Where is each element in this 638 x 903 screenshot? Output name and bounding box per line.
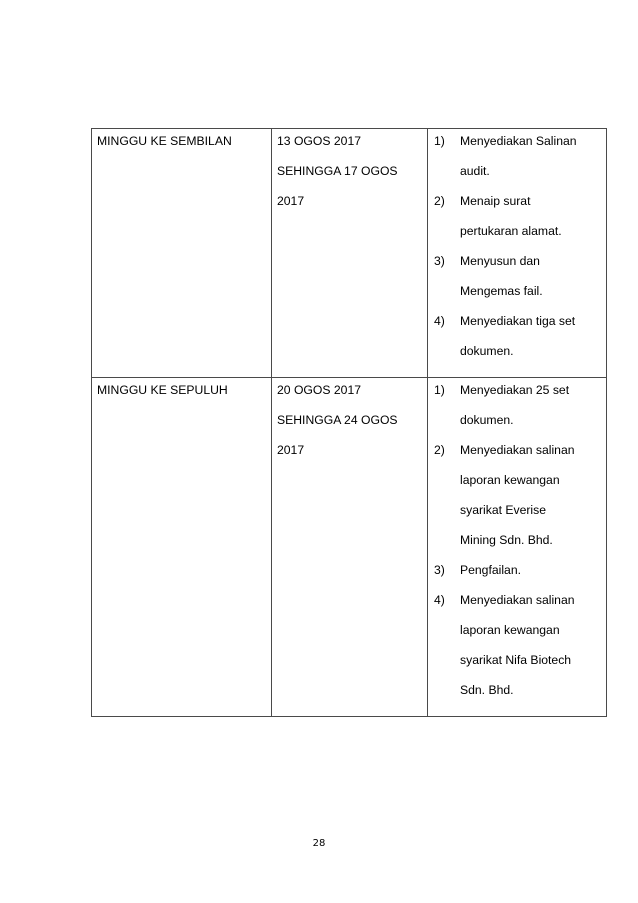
task-item [428, 593, 606, 713]
task-cell [428, 378, 607, 717]
task-line: Pengfailan. [460, 563, 521, 577]
date-range [272, 378, 427, 458]
page-number: 28 [312, 838, 326, 849]
task-line: Mining Sdn. Bhd. [460, 533, 553, 547]
week-label: MINGGU KE SEPULUH [97, 383, 228, 397]
week-cell [92, 378, 272, 717]
schedule-table [91, 128, 607, 717]
date-line: 20 OGOS 2017 [277, 383, 362, 397]
task-text [460, 563, 606, 593]
date-line: 13 OGOS 2017 [277, 134, 362, 148]
date-line: SEHINGGA 24 OGOS [277, 413, 398, 427]
task-item [428, 314, 606, 374]
task-line: Mengemas fail. [460, 284, 543, 298]
task-item [428, 194, 606, 254]
task-number: 3) [434, 254, 445, 268]
task-line: pertukaran alamat. [460, 224, 562, 238]
date-cell [272, 378, 428, 717]
table-row [92, 378, 607, 717]
task-line: syarikat Everise [460, 503, 547, 517]
task-line: laporan kewangan [460, 473, 560, 487]
task-line: Menyediakan salinan [460, 443, 575, 457]
date-range [272, 129, 427, 209]
task-line: Menyediakan 25 set [460, 383, 570, 397]
task-text [460, 194, 606, 254]
table-row [92, 129, 607, 378]
task-text [460, 383, 606, 443]
task-item [428, 254, 606, 314]
task-line: Sdn. Bhd. [460, 683, 514, 697]
task-number: 1) [434, 134, 445, 148]
task-line: audit. [460, 164, 490, 178]
task-line: Menyediakan Salinan [460, 134, 577, 148]
task-number: 2) [434, 194, 445, 208]
task-item [428, 563, 606, 593]
task-line: Menyusun dan [460, 254, 540, 268]
task-line: Menaip surat [460, 194, 531, 208]
date-line: 2017 [277, 194, 305, 208]
task-line: dokumen. [460, 413, 514, 427]
task-list [428, 378, 606, 713]
task-item [428, 443, 606, 563]
week-label: MINGGU KE SEMBILAN [97, 134, 232, 148]
task-list [428, 129, 606, 374]
task-number: 2) [434, 443, 445, 457]
task-number: 4) [434, 314, 445, 328]
task-item [428, 383, 606, 443]
task-number: 3) [434, 563, 445, 577]
date-line: 2017 [277, 443, 305, 457]
task-text [460, 593, 606, 713]
week-cell [92, 129, 272, 378]
task-number: 4) [434, 593, 445, 607]
date-cell [272, 129, 428, 378]
task-line: Menyediakan salinan [460, 593, 575, 607]
task-text [460, 443, 606, 563]
task-number: 1) [434, 383, 445, 397]
task-line: dokumen. [460, 344, 514, 358]
task-line: Menyediakan tiga set [460, 314, 576, 328]
task-item [428, 134, 606, 194]
task-text [460, 254, 606, 314]
task-cell [428, 129, 607, 378]
task-text [460, 134, 606, 194]
task-line: laporan kewangan [460, 623, 560, 637]
task-text [460, 314, 606, 374]
task-line: syarikat Nifa Biotech [460, 653, 572, 667]
date-line: SEHINGGA 17 OGOS [277, 164, 398, 178]
